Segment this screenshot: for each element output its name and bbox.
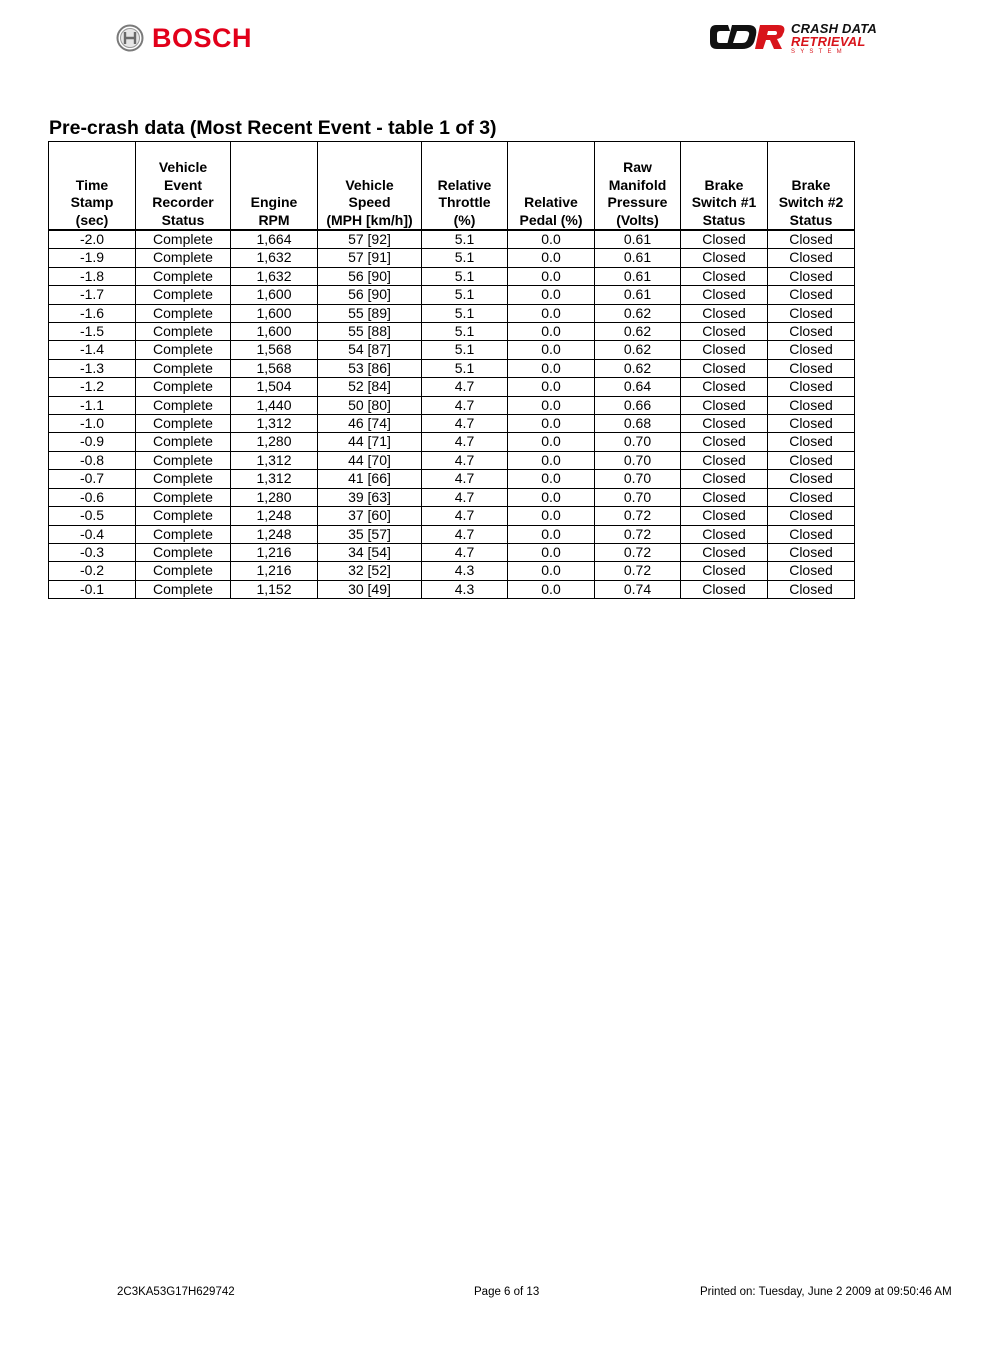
cell-relative-throttle: 5.1 bbox=[422, 304, 508, 322]
cell-vehicle-speed: 35 [57] bbox=[318, 525, 422, 543]
cell-brake-switch-2: Closed bbox=[768, 525, 855, 543]
cell-brake-switch-2: Closed bbox=[768, 488, 855, 506]
cell-relative-throttle: 5.1 bbox=[422, 359, 508, 377]
cell-event-recorder-status: Complete bbox=[136, 249, 231, 267]
cell-brake-switch-1: Closed bbox=[681, 562, 768, 580]
cell-engine-rpm: 1,568 bbox=[231, 341, 318, 359]
cell-relative-pedal: 0.0 bbox=[508, 507, 595, 525]
cell-brake-switch-2: Closed bbox=[768, 470, 855, 488]
cell-vehicle-speed: 57 [92] bbox=[318, 230, 422, 249]
cell-vehicle-speed: 57 [91] bbox=[318, 249, 422, 267]
column-header-line: Throttle bbox=[438, 194, 491, 210]
cell-vehicle-speed: 39 [63] bbox=[318, 488, 422, 506]
cell-event-recorder-status: Complete bbox=[136, 323, 231, 341]
cell-relative-pedal: 0.0 bbox=[508, 249, 595, 267]
column-header-line: Stamp bbox=[70, 194, 114, 210]
cell-relative-pedal: 0.0 bbox=[508, 488, 595, 506]
cell-event-recorder-status: Complete bbox=[136, 415, 231, 433]
cell-vehicle-speed: 37 [60] bbox=[318, 507, 422, 525]
column-header-line: Recorder bbox=[152, 194, 214, 210]
cell-relative-throttle: 5.1 bbox=[422, 323, 508, 341]
cell-event-recorder-status: Complete bbox=[136, 580, 231, 598]
cell-manifold-pressure: 0.62 bbox=[595, 341, 681, 359]
cell-engine-rpm: 1,216 bbox=[231, 543, 318, 561]
cell-event-recorder-status: Complete bbox=[136, 359, 231, 377]
cell-engine-rpm: 1,632 bbox=[231, 249, 318, 267]
cell-relative-pedal: 0.0 bbox=[508, 396, 595, 414]
table-row bbox=[49, 580, 855, 598]
cell-brake-switch-1: Closed bbox=[681, 433, 768, 451]
column-header-line: Switch #2 bbox=[778, 194, 844, 210]
cell-engine-rpm: 1,312 bbox=[231, 470, 318, 488]
cell-vehicle-speed: 34 [54] bbox=[318, 543, 422, 561]
column-header-line: (MPH [km/h]) bbox=[326, 211, 413, 228]
cell-brake-switch-1: Closed bbox=[681, 470, 768, 488]
cell-engine-rpm: 1,280 bbox=[231, 433, 318, 451]
cell-brake-switch-1: Closed bbox=[681, 286, 768, 304]
cell-relative-throttle: 5.1 bbox=[422, 249, 508, 267]
cell-manifold-pressure: 0.72 bbox=[595, 507, 681, 525]
cell-brake-switch-1: Closed bbox=[681, 507, 768, 525]
cell-brake-switch-2: Closed bbox=[768, 304, 855, 322]
column-header-line: RPM bbox=[258, 211, 290, 228]
cell-brake-switch-1: Closed bbox=[681, 304, 768, 322]
cell-time-stamp: -1.1 bbox=[49, 396, 136, 414]
cell-event-recorder-status: Complete bbox=[136, 230, 231, 249]
cell-engine-rpm: 1,600 bbox=[231, 323, 318, 341]
cell-relative-throttle: 5.1 bbox=[422, 267, 508, 285]
cell-vehicle-speed: 56 [90] bbox=[318, 286, 422, 304]
cell-manifold-pressure: 0.61 bbox=[595, 267, 681, 285]
table-row bbox=[49, 433, 855, 451]
table-row bbox=[49, 396, 855, 414]
cell-time-stamp: -0.5 bbox=[49, 507, 136, 525]
cell-manifold-pressure: 0.61 bbox=[595, 286, 681, 304]
cell-relative-throttle: 4.7 bbox=[422, 488, 508, 506]
column-header-line: Brake bbox=[791, 176, 831, 193]
cell-relative-pedal: 0.0 bbox=[508, 580, 595, 598]
cdr-line-retrieval: RETRIEVAL bbox=[791, 34, 866, 49]
cell-relative-throttle: 4.7 bbox=[422, 470, 508, 488]
cell-time-stamp: -0.6 bbox=[49, 488, 136, 506]
cell-brake-switch-2: Closed bbox=[768, 249, 855, 267]
cell-vehicle-speed: 50 [80] bbox=[318, 396, 422, 414]
column-header-engine-rpm bbox=[231, 142, 318, 231]
pre-crash-data-table bbox=[48, 141, 855, 599]
cell-vehicle-speed: 55 [88] bbox=[318, 323, 422, 341]
cell-time-stamp: -0.2 bbox=[49, 562, 136, 580]
cell-manifold-pressure: 0.72 bbox=[595, 562, 681, 580]
cell-brake-switch-2: Closed bbox=[768, 267, 855, 285]
cell-engine-rpm: 1,600 bbox=[231, 286, 318, 304]
column-header-line: Relative bbox=[437, 176, 492, 193]
column-header-line: Switch #1 bbox=[691, 194, 757, 210]
column-header-line: Vehicle bbox=[345, 176, 394, 193]
cell-engine-rpm: 1,600 bbox=[231, 304, 318, 322]
table-row bbox=[49, 267, 855, 285]
cell-relative-throttle: 4.3 bbox=[422, 562, 508, 580]
cell-brake-switch-1: Closed bbox=[681, 378, 768, 396]
column-header-brake-switch-2 bbox=[768, 142, 855, 231]
cell-relative-pedal: 0.0 bbox=[508, 543, 595, 561]
cell-engine-rpm: 1,632 bbox=[231, 267, 318, 285]
cell-vehicle-speed: 55 [89] bbox=[318, 304, 422, 322]
page-title: Pre-crash data (Most Recent Event - table 1 of 3) bbox=[49, 117, 497, 139]
cell-engine-rpm: 1,248 bbox=[231, 507, 318, 525]
cell-brake-switch-1: Closed bbox=[681, 230, 768, 249]
cell-brake-switch-1: Closed bbox=[681, 580, 768, 598]
cell-event-recorder-status: Complete bbox=[136, 525, 231, 543]
cell-manifold-pressure: 0.61 bbox=[595, 249, 681, 267]
column-header-line: Manifold bbox=[608, 176, 667, 193]
cell-time-stamp: -1.9 bbox=[49, 249, 136, 267]
cell-event-recorder-status: Complete bbox=[136, 543, 231, 561]
cdr-wordmark bbox=[791, 22, 877, 55]
bosch-wordmark: BOSCH bbox=[152, 22, 253, 53]
cell-brake-switch-2: Closed bbox=[768, 543, 855, 561]
cell-event-recorder-status: Complete bbox=[136, 562, 231, 580]
cell-brake-switch-2: Closed bbox=[768, 286, 855, 304]
cell-vehicle-speed: 56 [90] bbox=[318, 267, 422, 285]
column-header-line: Status bbox=[702, 211, 746, 228]
cell-relative-pedal: 0.0 bbox=[508, 378, 595, 396]
cell-vehicle-speed: 30 [49] bbox=[318, 580, 422, 598]
table-row bbox=[49, 249, 855, 267]
footer-printed-date: Printed on: Tuesday, June 2 2009 at 09:50:46 AM bbox=[700, 1286, 952, 1298]
column-header-relative-pedal bbox=[508, 142, 595, 231]
cell-engine-rpm: 1,216 bbox=[231, 562, 318, 580]
cell-time-stamp: -0.7 bbox=[49, 470, 136, 488]
cell-manifold-pressure: 0.70 bbox=[595, 488, 681, 506]
cell-event-recorder-status: Complete bbox=[136, 488, 231, 506]
column-header-line: Pressure bbox=[607, 194, 668, 210]
cell-manifold-pressure: 0.72 bbox=[595, 543, 681, 561]
cell-engine-rpm: 1,664 bbox=[231, 230, 318, 249]
cell-brake-switch-2: Closed bbox=[768, 230, 855, 249]
cell-time-stamp: -0.9 bbox=[49, 433, 136, 451]
column-header-line: Event bbox=[163, 176, 203, 193]
cell-time-stamp: -1.2 bbox=[49, 378, 136, 396]
cell-time-stamp: -1.6 bbox=[49, 304, 136, 322]
cell-event-recorder-status: Complete bbox=[136, 433, 231, 451]
column-header-line: Pedal (%) bbox=[519, 211, 583, 228]
cell-time-stamp: -0.8 bbox=[49, 451, 136, 469]
footer-vin: 2C3KA53G17H629742 bbox=[117, 1286, 235, 1298]
cell-relative-throttle: 5.1 bbox=[422, 341, 508, 359]
cell-relative-throttle: 5.1 bbox=[422, 286, 508, 304]
cell-relative-pedal: 0.0 bbox=[508, 451, 595, 469]
column-header-line: Status bbox=[161, 211, 205, 228]
table-header-row bbox=[49, 142, 855, 231]
cell-brake-switch-2: Closed bbox=[768, 341, 855, 359]
cell-brake-switch-1: Closed bbox=[681, 341, 768, 359]
cell-manifold-pressure: 0.62 bbox=[595, 323, 681, 341]
column-header-manifold-pressure bbox=[595, 142, 681, 231]
cell-vehicle-speed: 32 [52] bbox=[318, 562, 422, 580]
cell-relative-throttle: 5.1 bbox=[422, 230, 508, 249]
cell-event-recorder-status: Complete bbox=[136, 470, 231, 488]
column-header-line: Vehicle bbox=[158, 159, 208, 175]
cell-event-recorder-status: Complete bbox=[136, 286, 231, 304]
cell-engine-rpm: 1,280 bbox=[231, 488, 318, 506]
column-header-line: (Volts) bbox=[616, 211, 659, 228]
cell-relative-pedal: 0.0 bbox=[508, 304, 595, 322]
table-row bbox=[49, 341, 855, 359]
cell-vehicle-speed: 44 [71] bbox=[318, 433, 422, 451]
bosch-armature-icon bbox=[116, 24, 144, 52]
column-header-brake-switch-1 bbox=[681, 142, 768, 231]
cell-relative-pedal: 0.0 bbox=[508, 562, 595, 580]
cell-manifold-pressure: 0.72 bbox=[595, 525, 681, 543]
cell-vehicle-speed: 46 [74] bbox=[318, 415, 422, 433]
cell-brake-switch-1: Closed bbox=[681, 488, 768, 506]
column-header-line: Relative bbox=[524, 194, 578, 210]
footer-page-number: Page 6 of 13 bbox=[474, 1286, 540, 1298]
cell-vehicle-speed: 52 [84] bbox=[318, 378, 422, 396]
cell-engine-rpm: 1,312 bbox=[231, 451, 318, 469]
cell-engine-rpm: 1,312 bbox=[231, 415, 318, 433]
column-header-line: Status bbox=[789, 211, 833, 228]
bosch-logo bbox=[116, 22, 252, 54]
cell-time-stamp: -1.7 bbox=[49, 286, 136, 304]
cell-manifold-pressure: 0.74 bbox=[595, 580, 681, 598]
cdr-line-crash-data: CRASH DATA bbox=[791, 21, 878, 36]
cell-relative-throttle: 4.7 bbox=[422, 396, 508, 414]
cell-manifold-pressure: 0.68 bbox=[595, 415, 681, 433]
cell-event-recorder-status: Complete bbox=[136, 378, 231, 396]
cell-engine-rpm: 1,152 bbox=[231, 580, 318, 598]
cell-manifold-pressure: 0.62 bbox=[595, 359, 681, 377]
cell-relative-pedal: 0.0 bbox=[508, 341, 595, 359]
column-header-relative-throttle bbox=[422, 142, 508, 231]
column-header-vehicle-speed bbox=[318, 142, 422, 231]
column-header-line: Engine bbox=[250, 194, 298, 210]
cell-relative-pedal: 0.0 bbox=[508, 267, 595, 285]
cell-event-recorder-status: Complete bbox=[136, 396, 231, 414]
cell-brake-switch-1: Closed bbox=[681, 323, 768, 341]
cell-manifold-pressure: 0.70 bbox=[595, 451, 681, 469]
table-row bbox=[49, 415, 855, 433]
cell-relative-throttle: 4.7 bbox=[422, 378, 508, 396]
cell-time-stamp: -0.1 bbox=[49, 580, 136, 598]
cell-event-recorder-status: Complete bbox=[136, 304, 231, 322]
cell-manifold-pressure: 0.66 bbox=[595, 396, 681, 414]
cell-brake-switch-2: Closed bbox=[768, 562, 855, 580]
column-header-line: Brake bbox=[704, 176, 744, 193]
cell-brake-switch-1: Closed bbox=[681, 451, 768, 469]
table-row bbox=[49, 359, 855, 377]
cell-event-recorder-status: Complete bbox=[136, 341, 231, 359]
cell-time-stamp: -1.8 bbox=[49, 267, 136, 285]
table-row bbox=[49, 470, 855, 488]
table-row bbox=[49, 304, 855, 322]
cell-time-stamp: -0.3 bbox=[49, 543, 136, 561]
cell-manifold-pressure: 0.70 bbox=[595, 470, 681, 488]
table-row bbox=[49, 286, 855, 304]
cell-brake-switch-1: Closed bbox=[681, 249, 768, 267]
table-body bbox=[49, 230, 855, 599]
column-header-line: (sec) bbox=[75, 211, 109, 228]
column-header-line: (%) bbox=[453, 211, 476, 228]
cell-relative-throttle: 4.7 bbox=[422, 433, 508, 451]
cell-vehicle-speed: 44 [70] bbox=[318, 451, 422, 469]
cell-time-stamp: -1.3 bbox=[49, 359, 136, 377]
cell-relative-pedal: 0.0 bbox=[508, 359, 595, 377]
cdr-logo bbox=[708, 18, 898, 56]
column-header-time-stamp bbox=[49, 142, 136, 231]
table-row bbox=[49, 488, 855, 506]
cell-time-stamp: -1.4 bbox=[49, 341, 136, 359]
cell-engine-rpm: 1,568 bbox=[231, 359, 318, 377]
cell-relative-pedal: 0.0 bbox=[508, 415, 595, 433]
cell-event-recorder-status: Complete bbox=[136, 507, 231, 525]
cdr-mark-icon bbox=[708, 22, 788, 52]
cell-event-recorder-status: Complete bbox=[136, 267, 231, 285]
cell-engine-rpm: 1,440 bbox=[231, 396, 318, 414]
cell-brake-switch-2: Closed bbox=[768, 378, 855, 396]
cell-brake-switch-1: Closed bbox=[681, 415, 768, 433]
cell-brake-switch-2: Closed bbox=[768, 415, 855, 433]
cell-relative-pedal: 0.0 bbox=[508, 433, 595, 451]
cell-manifold-pressure: 0.62 bbox=[595, 304, 681, 322]
cell-manifold-pressure: 0.61 bbox=[595, 230, 681, 249]
cell-relative-pedal: 0.0 bbox=[508, 525, 595, 543]
cell-manifold-pressure: 0.64 bbox=[595, 378, 681, 396]
table-row bbox=[49, 525, 855, 543]
cell-brake-switch-1: Closed bbox=[681, 267, 768, 285]
column-header-line: Time bbox=[75, 176, 109, 193]
cell-vehicle-speed: 54 [87] bbox=[318, 341, 422, 359]
cell-relative-throttle: 4.7 bbox=[422, 415, 508, 433]
cell-relative-pedal: 0.0 bbox=[508, 470, 595, 488]
cell-brake-switch-1: Closed bbox=[681, 525, 768, 543]
cell-relative-throttle: 4.7 bbox=[422, 451, 508, 469]
cell-time-stamp: -1.0 bbox=[49, 415, 136, 433]
cell-engine-rpm: 1,504 bbox=[231, 378, 318, 396]
cell-vehicle-speed: 41 [66] bbox=[318, 470, 422, 488]
cell-brake-switch-2: Closed bbox=[768, 580, 855, 598]
cell-event-recorder-status: Complete bbox=[136, 451, 231, 469]
cdr-line-system: SYSTEM bbox=[791, 49, 847, 55]
table-row bbox=[49, 543, 855, 561]
cell-relative-pedal: 0.0 bbox=[508, 230, 595, 249]
cell-brake-switch-1: Closed bbox=[681, 543, 768, 561]
table-row bbox=[49, 323, 855, 341]
cell-brake-switch-1: Closed bbox=[681, 396, 768, 414]
cell-engine-rpm: 1,248 bbox=[231, 525, 318, 543]
cell-brake-switch-2: Closed bbox=[768, 451, 855, 469]
cell-manifold-pressure: 0.70 bbox=[595, 433, 681, 451]
table-row bbox=[49, 562, 855, 580]
table-row bbox=[49, 378, 855, 396]
cell-relative-pedal: 0.0 bbox=[508, 286, 595, 304]
cell-brake-switch-2: Closed bbox=[768, 359, 855, 377]
cell-vehicle-speed: 53 [86] bbox=[318, 359, 422, 377]
cell-brake-switch-1: Closed bbox=[681, 359, 768, 377]
cell-brake-switch-2: Closed bbox=[768, 323, 855, 341]
cell-time-stamp: -2.0 bbox=[49, 230, 136, 249]
cell-brake-switch-2: Closed bbox=[768, 396, 855, 414]
column-header-line: Speed bbox=[348, 194, 391, 210]
cell-relative-throttle: 4.7 bbox=[422, 525, 508, 543]
cell-time-stamp: -0.4 bbox=[49, 525, 136, 543]
table-row bbox=[49, 230, 855, 249]
cell-relative-pedal: 0.0 bbox=[508, 323, 595, 341]
table-row bbox=[49, 507, 855, 525]
cell-time-stamp: -1.5 bbox=[49, 323, 136, 341]
cell-brake-switch-2: Closed bbox=[768, 507, 855, 525]
cell-relative-throttle: 4.7 bbox=[422, 507, 508, 525]
cell-brake-switch-2: Closed bbox=[768, 433, 855, 451]
column-header-line: Raw bbox=[623, 159, 652, 175]
column-header-event-recorder-status bbox=[136, 142, 231, 231]
cell-relative-throttle: 4.3 bbox=[422, 580, 508, 598]
cell-relative-throttle: 4.7 bbox=[422, 543, 508, 561]
table-row bbox=[49, 451, 855, 469]
